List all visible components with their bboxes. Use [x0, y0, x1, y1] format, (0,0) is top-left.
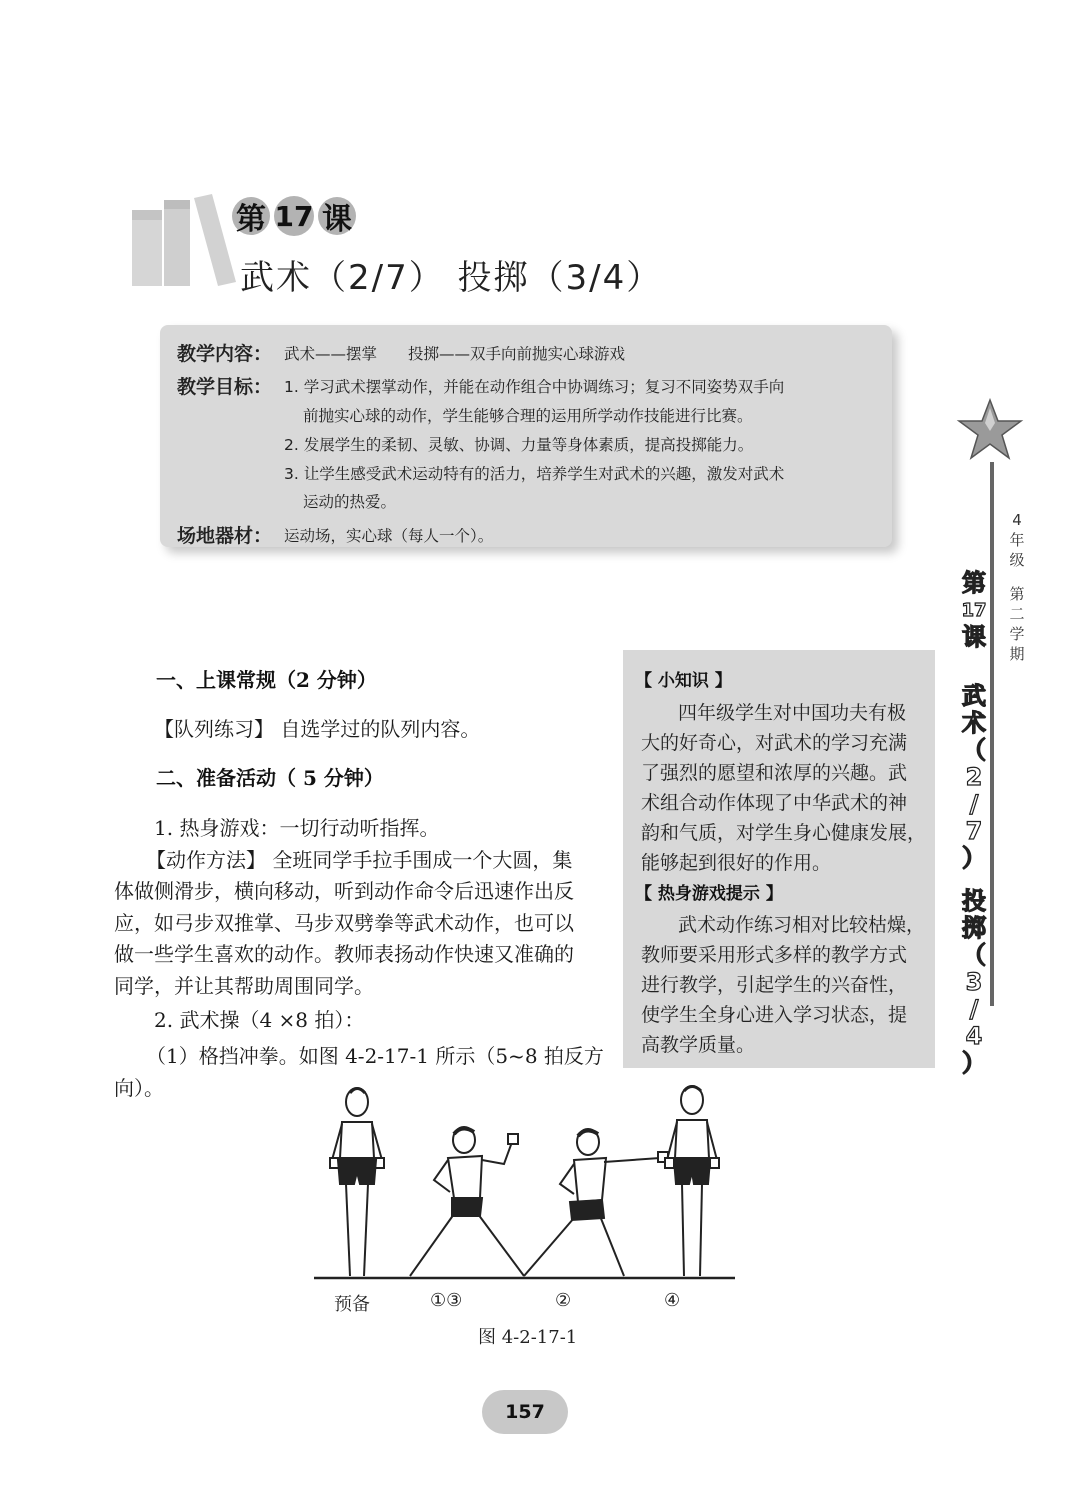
body-line: （1）格挡冲拳。如图 4-2-17-1 所示（5~8 拍反方: [146, 1044, 604, 1068]
books-icon: [128, 188, 238, 288]
body-line: 向）。: [114, 1076, 164, 1100]
grade-char: 学: [1009, 625, 1025, 643]
content-label: 教学内容：: [177, 343, 273, 365]
tip-line: 使学生全身心进入学习状态，提: [641, 1004, 908, 1026]
body-line: 同学，并让其帮助周围同学。: [114, 974, 374, 998]
sidebar-lesson: [958, 570, 990, 1077]
section-heading: 一、上课常规（2 分钟）: [156, 668, 377, 692]
body-line: 【动作方法】 全班同学手拉手围成一个大圆，集: [146, 848, 573, 872]
lesson-char: ）: [962, 1049, 986, 1077]
tip-line: 大的好奇心，对武术的学习充满: [641, 732, 908, 754]
tip-line: 高教学质量。: [641, 1034, 756, 1056]
section-heading: 二、准备活动（ 5 分钟）: [156, 766, 384, 790]
lesson-char: 投: [962, 887, 986, 915]
grade-char: 第: [1009, 585, 1025, 603]
grade-char: 二: [1009, 605, 1025, 623]
figure-caption: 图 4-2-17-1: [478, 1327, 578, 1348]
lesson-char: /: [969, 995, 979, 1023]
lesson-char: 3: [965, 968, 983, 996]
lesson-char: 武: [962, 682, 986, 710]
lesson-suffix: 课: [318, 197, 356, 235]
lesson-char: ）: [962, 844, 986, 872]
lesson-char: 第: [962, 569, 986, 597]
stance-punch-figure: [524, 1129, 668, 1276]
body-line: 2. 武术操（4 ×8 拍）：: [154, 1008, 365, 1032]
goal-line: 运动的热爱。: [303, 493, 397, 511]
tip-line: 教师要采用形式多样的教学方式: [641, 944, 908, 966]
body-line: 1. 热身游戏：一切行动听指挥。: [154, 816, 440, 840]
tip-line: 四年级学生对中国功夫有极: [678, 702, 907, 724]
goal-line: 2. 发展学生的柔韧、灵敏、协调、力量等身体素质，提高投掷能力。: [284, 436, 754, 454]
warmup-heading: 【 热身游戏提示 】: [635, 884, 783, 904]
tip-line: 术组合动作体现了中华武术的神: [641, 792, 908, 814]
body-line: 做一些学生喜欢的动作。教师表扬动作快速又准确的: [114, 942, 574, 966]
goal-line: 1. 学习武术摆掌动作，并能在动作组合中协调练习；复习不同姿势双手向: [284, 378, 785, 396]
objectives-box: [160, 325, 892, 547]
lesson-gap: [958, 872, 990, 888]
grade-gap: [1002, 570, 1032, 584]
equipment-label: 场地器材：: [177, 525, 273, 547]
martial-arts-figure: [312, 1080, 737, 1285]
sidebar-divider: [990, 462, 994, 1006]
content-text: 武术——摆掌 投掷——双手向前抛实心球游戏: [284, 345, 626, 363]
lesson-char: 4: [965, 1022, 983, 1050]
stance-close-figure: [665, 1086, 719, 1276]
body-paragraph: 【队列练习】 自选学过的队列内容。: [154, 717, 481, 741]
tip-line: 进行教学，引起学生的兴奋性，: [641, 974, 908, 996]
tip-line: 能够起到很好的作用。: [641, 852, 832, 874]
goal-line: 3. 让学生感受武术运动特有的活力，培养学生对武术的兴趣，激发对武术: [284, 465, 785, 483]
page-number: 157: [505, 1401, 545, 1423]
tip-line: 了强烈的愿望和浓厚的兴趣。武: [641, 762, 908, 784]
body-line: 应，如弓步双推掌、马步双劈拳等武术动作，也可以: [114, 911, 574, 935]
stance-ready-figure: [330, 1088, 384, 1276]
knowledge-heading: 【 小知识 】: [635, 671, 732, 691]
figure-label: ①③: [430, 1290, 463, 1311]
sidebar-grade: [1002, 510, 1032, 664]
figure-label: ②: [555, 1290, 572, 1311]
grade-char: 4: [1012, 511, 1022, 529]
lesson-char: 7: [965, 817, 983, 845]
lesson-char: 课: [962, 623, 986, 651]
lesson-number-value: 17: [274, 196, 314, 236]
tip-line: 韵和气质，对学生身心健康发展，: [641, 822, 927, 844]
lesson-subtitle: 武术（2/7） 投掷（3/4）: [240, 258, 663, 298]
stance-block-figure: [410, 1127, 524, 1276]
figure-label: 预备: [334, 1294, 370, 1315]
lesson-prefix: 第: [232, 197, 270, 235]
equipment-text: 运动场，实心球（每人一个）。: [284, 527, 494, 545]
grade-char: 级: [1009, 551, 1025, 569]
grade-char: 期: [1009, 645, 1025, 663]
goal-line: 前抛实心球的动作，学生能够合理的运用所学动作技能进行比赛。: [303, 407, 753, 425]
lesson-char: /: [969, 790, 979, 818]
tip-line: 武术动作练习相对比较枯燥，: [678, 914, 926, 936]
lesson-gap: [958, 651, 990, 683]
body-line: 体做侧滑步，横向移动，听到动作命令后迅速作出反: [114, 879, 574, 903]
figure-label: ④: [664, 1290, 681, 1311]
lesson-char: 17: [961, 600, 987, 621]
lesson-char: 2: [965, 763, 983, 791]
star-icon: [955, 398, 1025, 460]
lesson-char: （: [962, 941, 986, 969]
grade-char: 年: [1009, 531, 1025, 549]
lesson-number: [232, 196, 356, 236]
lesson-char: （: [962, 736, 986, 764]
goals-label: 教学目标：: [177, 376, 273, 398]
lesson-char: 术: [962, 709, 986, 737]
lesson-char: 掷: [962, 914, 986, 942]
tips-box: [623, 650, 935, 1068]
